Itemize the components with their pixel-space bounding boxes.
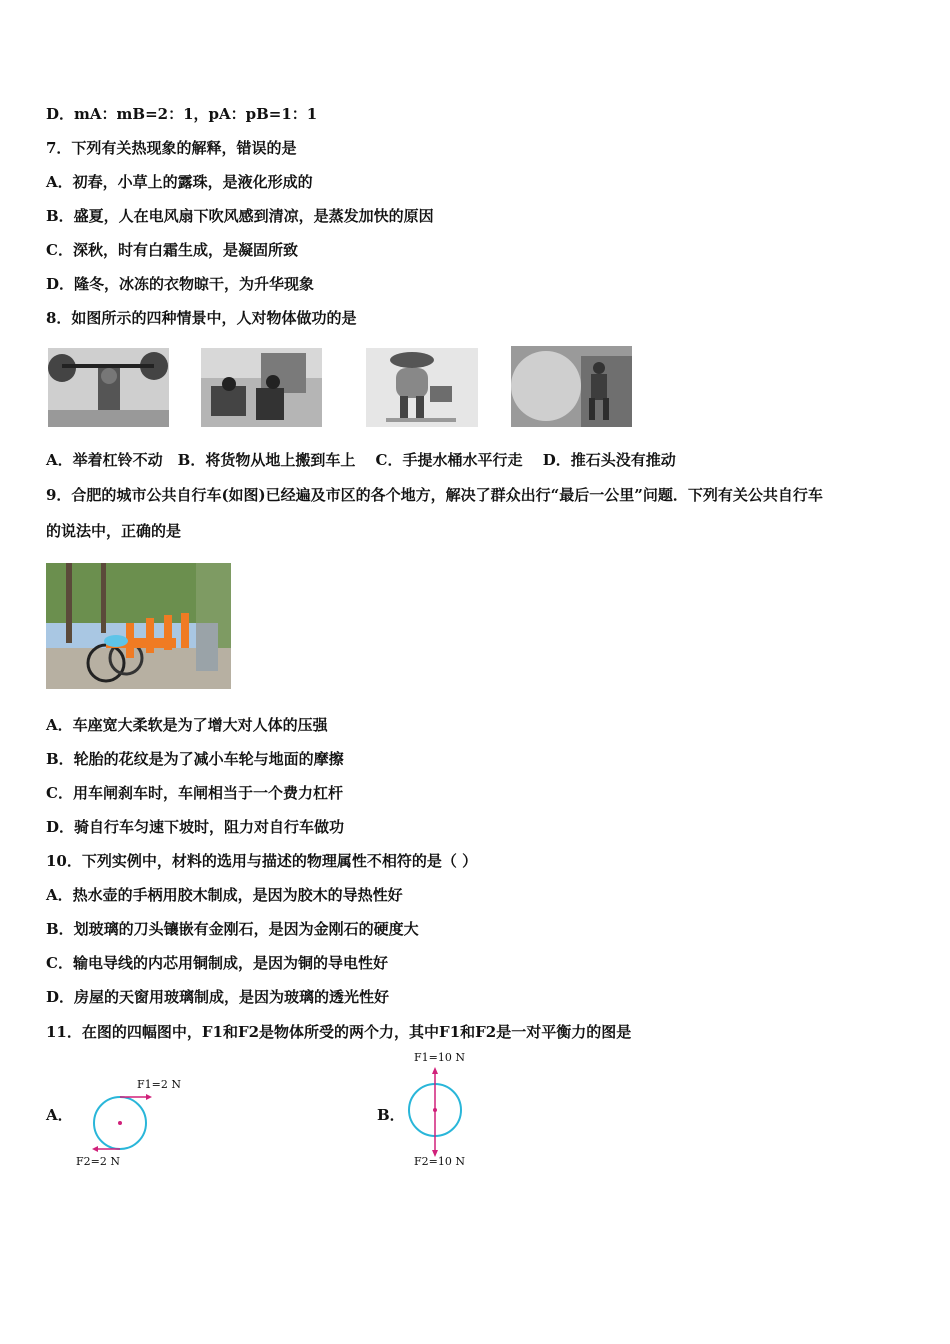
q11-option-a-label: A． xyxy=(46,1106,73,1124)
diagram-a-center-dot xyxy=(118,1121,122,1125)
q7-stem: 7．下列有关热现象的解释，错误的是 xyxy=(46,139,297,157)
q6-option-d: D．mA：mB=2：1，pA：pB=1：1 xyxy=(46,105,318,123)
q10-option-a: A．热水壶的手柄用胶木制成，是因为胶木的导热性好 xyxy=(46,886,403,904)
diagram-a-f1-label: F1=2 N xyxy=(137,1078,181,1091)
carry-bucket-photo xyxy=(366,348,478,427)
q10-option-b: B．划玻璃的刀头镶嵌有金刚石，是因为金刚石的硬度大 xyxy=(46,920,419,938)
q9-option-b: B．轮胎的花纹是为了减小车轮与地面的摩擦 xyxy=(46,750,344,768)
q9-stem-line2: 的说法中，正确的是 xyxy=(46,522,182,540)
push-rock-photo xyxy=(511,346,632,427)
lifting-cargo-photo xyxy=(201,348,322,427)
q8-stem: 8．如图所示的四种情景中，人对物体做功的是 xyxy=(46,309,357,327)
q9-option-a: A．车座宽大柔软是为了增大对人体的压强 xyxy=(46,716,328,734)
q10-stem: 10．下列实例中，材料的选用与描述的物理属性不相符的是（ ） xyxy=(46,852,478,870)
barbell-photo xyxy=(48,348,169,427)
q8-options: A．举着杠铃不动 B．将货物从地上搬到车上 C．手提水桶水平行走 D．推石头没有推动 xyxy=(46,451,676,469)
q9-stem-line1: 9．合肥的城市公共自行车(如图)已经遍及市区的各个地方，解决了群众出行“最后一公里”问题．下列有关公共自行车 xyxy=(46,486,823,504)
q7-option-d: D．隆冬，冰冻的衣物晾干，为升华现象 xyxy=(46,275,315,293)
q11-option-b-label: B． xyxy=(377,1106,405,1124)
q7-option-c: C．深秋，时有白霜生成，是凝固所致 xyxy=(46,241,298,259)
diagram-b xyxy=(400,1064,470,1164)
q9-option-c: C．用车闸刹车时，车闸相当于一个费力杠杆 xyxy=(46,784,343,802)
q7-option-a: A．初春，小草上的露珠，是液化形成的 xyxy=(46,173,313,191)
public-bicycles-photo xyxy=(46,563,231,689)
q10-option-d: D．房屋的天窗用玻璃制成，是因为玻璃的透光性好 xyxy=(46,988,390,1006)
q7-option-b: B．盛夏，人在电风扇下吹风感到清凉，是蒸发加快的原因 xyxy=(46,207,434,225)
diagram-b-f1-label: F1=10 N xyxy=(414,1051,465,1064)
q10-option-c: C．输电导线的内芯用铜制成，是因为铜的导电性好 xyxy=(46,954,388,972)
q9-option-d: D．骑自行车匀速下坡时，阻力对自行车做功 xyxy=(46,818,345,836)
q11-stem: 11．在图的四幅图中，F1和F2是物体所受的两个力，其中F1和F2是一对平衡力的图是 xyxy=(46,1023,632,1041)
diagram-b-f2-label: F2=10 N xyxy=(414,1155,465,1168)
diagram-a-f2-label: F2=2 N xyxy=(76,1155,120,1168)
